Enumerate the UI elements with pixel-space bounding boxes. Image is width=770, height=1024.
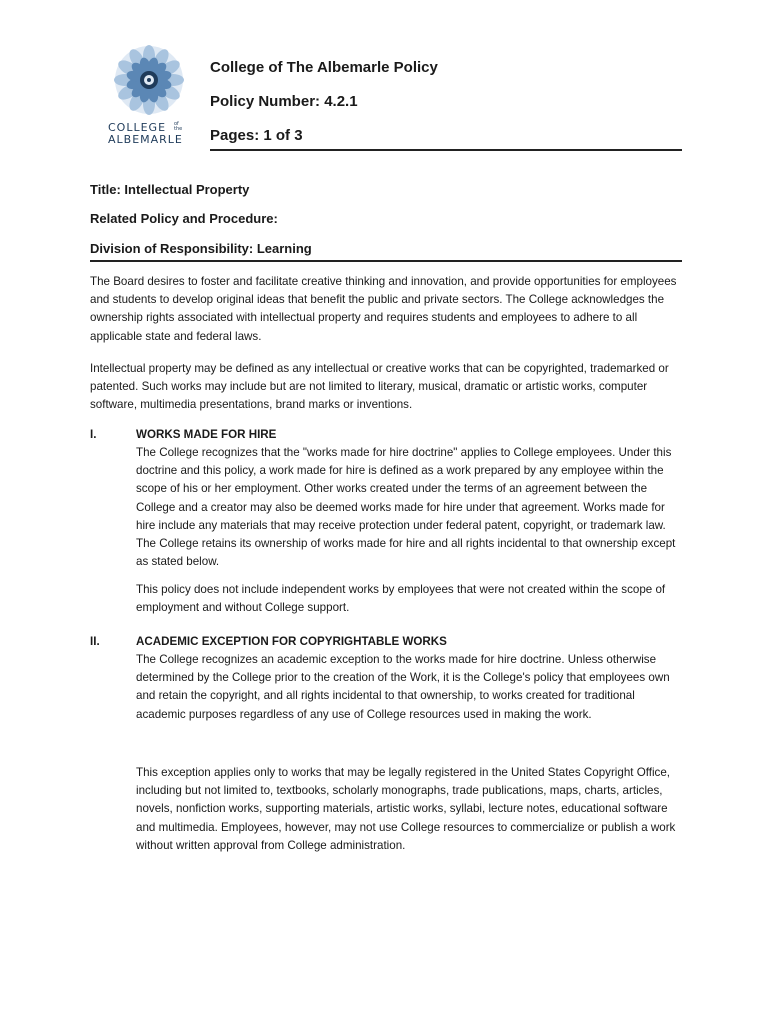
section-number: I. — [90, 428, 97, 441]
section-title: ACADEMIC EXCEPTION FOR COPYRIGHTABLE WORKS — [136, 635, 447, 648]
intro-paragraph-1: The Board desires to foster and facilitate creative thinking and innovation, and provide opportunities for employees and students to develop original ideas that benefit the public and private sectors. The College acknowledges the ownership rights associated with intellectual property and requires students and employees to adhere to all applicable state and federal laws. — [90, 275, 677, 343]
logo-wordmark-college: COLLEGE — [108, 121, 167, 134]
policy-number: Policy Number: 4.2.1 — [210, 93, 358, 110]
intro-paragraph-2: Intellectual property may be defined as any intellectual or creative works that can be copyrighted, trademarked or patented. Such works may include but are not limited to literary, musical, dramatic or artistic works, computer software, multimedia presentations, brand marks or inventions. — [90, 362, 669, 412]
logo-wordmark-of-the: of the — [174, 121, 183, 132]
section-number: II. — [90, 635, 100, 648]
page-count: Pages: 1 of 3 — [210, 127, 303, 144]
meta-divider — [90, 260, 682, 262]
policy-header-title: College of The Albemarle Policy — [210, 59, 438, 76]
section-title: WORKS MADE FOR HIRE — [136, 428, 277, 441]
header-divider — [210, 149, 682, 151]
policy-title: Title: Intellectual Property — [90, 182, 250, 197]
section-paragraph: This exception applies only to works that may be legally registered in the United States Copyright Office, including but not limited to, textbooks, scholarly monographs, trade publications, maps, charts, articles, novels, nonfiction works, supporting materials, artistic works, syllabi, lecture notes, educational software and multimedia. Employees, however, may not use College resources to commercialize or publish a work without written approval from College administration. — [136, 766, 676, 852]
section-paragraph: This policy does not include independent works by employees that were not created within the scope of employment and without College support. — [136, 583, 666, 615]
related-policy: Related Policy and Procedure: — [90, 211, 278, 226]
section-paragraph: The College recognizes that the "works made for hire doctrine" applies to College employees. Under this doctrine and this policy, a work made for hire is defined as a work prepared by any employee within the scope of his or her employment. Other works created under the terms of an agreement between the College and a creator may also be deemed works made for hire under that agreement. Works made for hire include any materials that may receive protection under federal patent, copyright, or trademark law. The College retains its ownership of works made for hire and all rights incidental to that ownership except as stated below. — [136, 446, 676, 569]
college-logo — [104, 42, 194, 154]
logo-wordmark-albemarle: ALBEMARLE — [108, 133, 183, 146]
rosette-emblem-icon — [104, 42, 194, 122]
division-of-responsibility: Division of Responsibility: Learning — [90, 241, 312, 256]
section-paragraph: The College recognizes an academic exception to the works made for hire doctrine. Unless otherwise determined by the College prior to the creation of the Work, it is the College's policy that employees own and retain the copyright, and all rights incidental to that ownership, to works created for traditional academic purposes regardless of any use of College resources used in making the work. — [136, 653, 670, 721]
